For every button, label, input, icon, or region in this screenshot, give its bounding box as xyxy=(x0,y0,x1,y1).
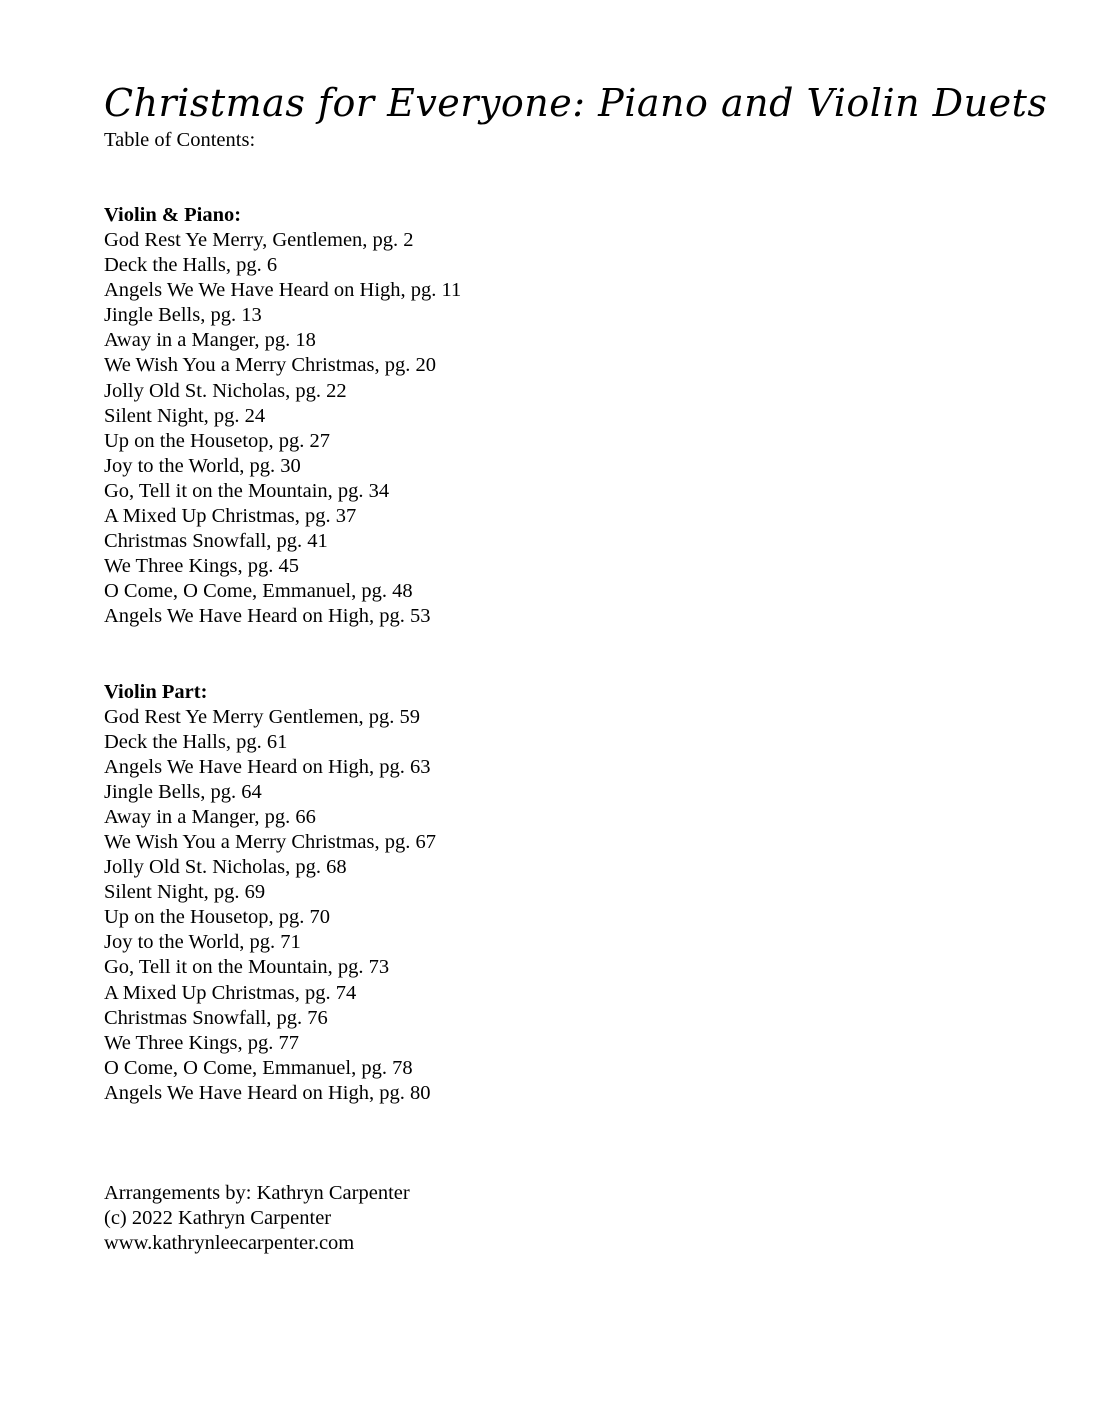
toc-item: Joy to the World, pg. 30 xyxy=(104,454,301,477)
toc-item: Christmas Snowfall, pg. 41 xyxy=(104,530,328,553)
toc-item: We Three Kings, pg. 45 xyxy=(104,555,299,578)
toc-item: Angels We We Have Heard on High, pg. 11 xyxy=(104,279,462,302)
toc-list-violin-piano xyxy=(104,228,1064,630)
toc-item: We Wish You a Merry Christmas, pg. 20 xyxy=(104,354,436,377)
toc-item: A Mixed Up Christmas, pg. 37 xyxy=(104,505,357,528)
toc-item: Angels We Have Heard on High, pg. 53 xyxy=(104,605,431,628)
toc-item: Silent Night, pg. 69 xyxy=(104,881,266,904)
toc-item: O Come, O Come, Emmanuel, pg. 48 xyxy=(104,580,413,603)
toc-item: Up on the Housetop, pg. 70 xyxy=(104,906,331,929)
toc-item: Joy to the World, pg. 71 xyxy=(104,931,301,954)
toc-item: Go, Tell it on the Mountain, pg. 73 xyxy=(104,956,390,979)
document-page xyxy=(104,78,1064,1256)
toc-item: Jolly Old St. Nicholas, pg. 22 xyxy=(104,379,347,402)
toc-item: Angels We Have Heard on High, pg. 80 xyxy=(104,1081,431,1104)
toc-item: Deck the Halls, pg. 6 xyxy=(104,254,278,277)
section-violin-piano xyxy=(104,203,1064,630)
toc-item: Christmas Snowfall, pg. 76 xyxy=(104,1006,328,1029)
toc-item: O Come, O Come, Emmanuel, pg. 78 xyxy=(104,1056,413,1079)
toc-list-violin-part xyxy=(104,705,1064,1107)
arrangements-credit: Arrangements by: Kathryn Carpenter xyxy=(104,1182,410,1204)
website-link[interactable]: www.kathrynleecarpenter.com xyxy=(104,1232,355,1254)
toc-item: Jolly Old St. Nicholas, pg. 68 xyxy=(104,856,347,879)
toc-label: Table of Contents: xyxy=(104,129,256,151)
toc-item: We Wish You a Merry Christmas, pg. 67 xyxy=(104,830,436,853)
footer xyxy=(104,1181,1064,1256)
toc-item: Away in a Manger, pg. 18 xyxy=(104,329,316,352)
toc-item: Jingle Bells, pg. 64 xyxy=(104,780,262,803)
toc-item: Silent Night, pg. 24 xyxy=(104,404,266,427)
toc-item: God Rest Ye Merry, Gentlemen, pg. 2 xyxy=(104,229,414,251)
toc-item: Deck the Halls, pg. 61 xyxy=(104,730,288,753)
toc-item: Jingle Bells, pg. 13 xyxy=(104,304,262,327)
toc-item: Up on the Housetop, pg. 27 xyxy=(104,429,331,452)
section-heading-violin-piano: Violin & Piano: xyxy=(104,204,242,226)
toc-item: Away in a Manger, pg. 66 xyxy=(104,805,316,828)
toc-item: Go, Tell it on the Mountain, pg. 34 xyxy=(104,479,390,502)
toc-item: God Rest Ye Merry Gentlemen, pg. 59 xyxy=(104,705,421,728)
page-title: Christmas for Everyone: Piano and Violin Duets xyxy=(104,81,1048,125)
section-violin-part xyxy=(104,680,1064,1107)
toc-item: We Three Kings, pg. 77 xyxy=(104,1031,299,1054)
section-heading-violin-part: Violin Part: xyxy=(104,680,208,703)
toc-item: A Mixed Up Christmas, pg. 74 xyxy=(104,981,357,1004)
toc-item: Angels We Have Heard on High, pg. 63 xyxy=(104,755,431,778)
copyright-notice: (c) 2022 Kathryn Carpenter xyxy=(104,1207,332,1229)
